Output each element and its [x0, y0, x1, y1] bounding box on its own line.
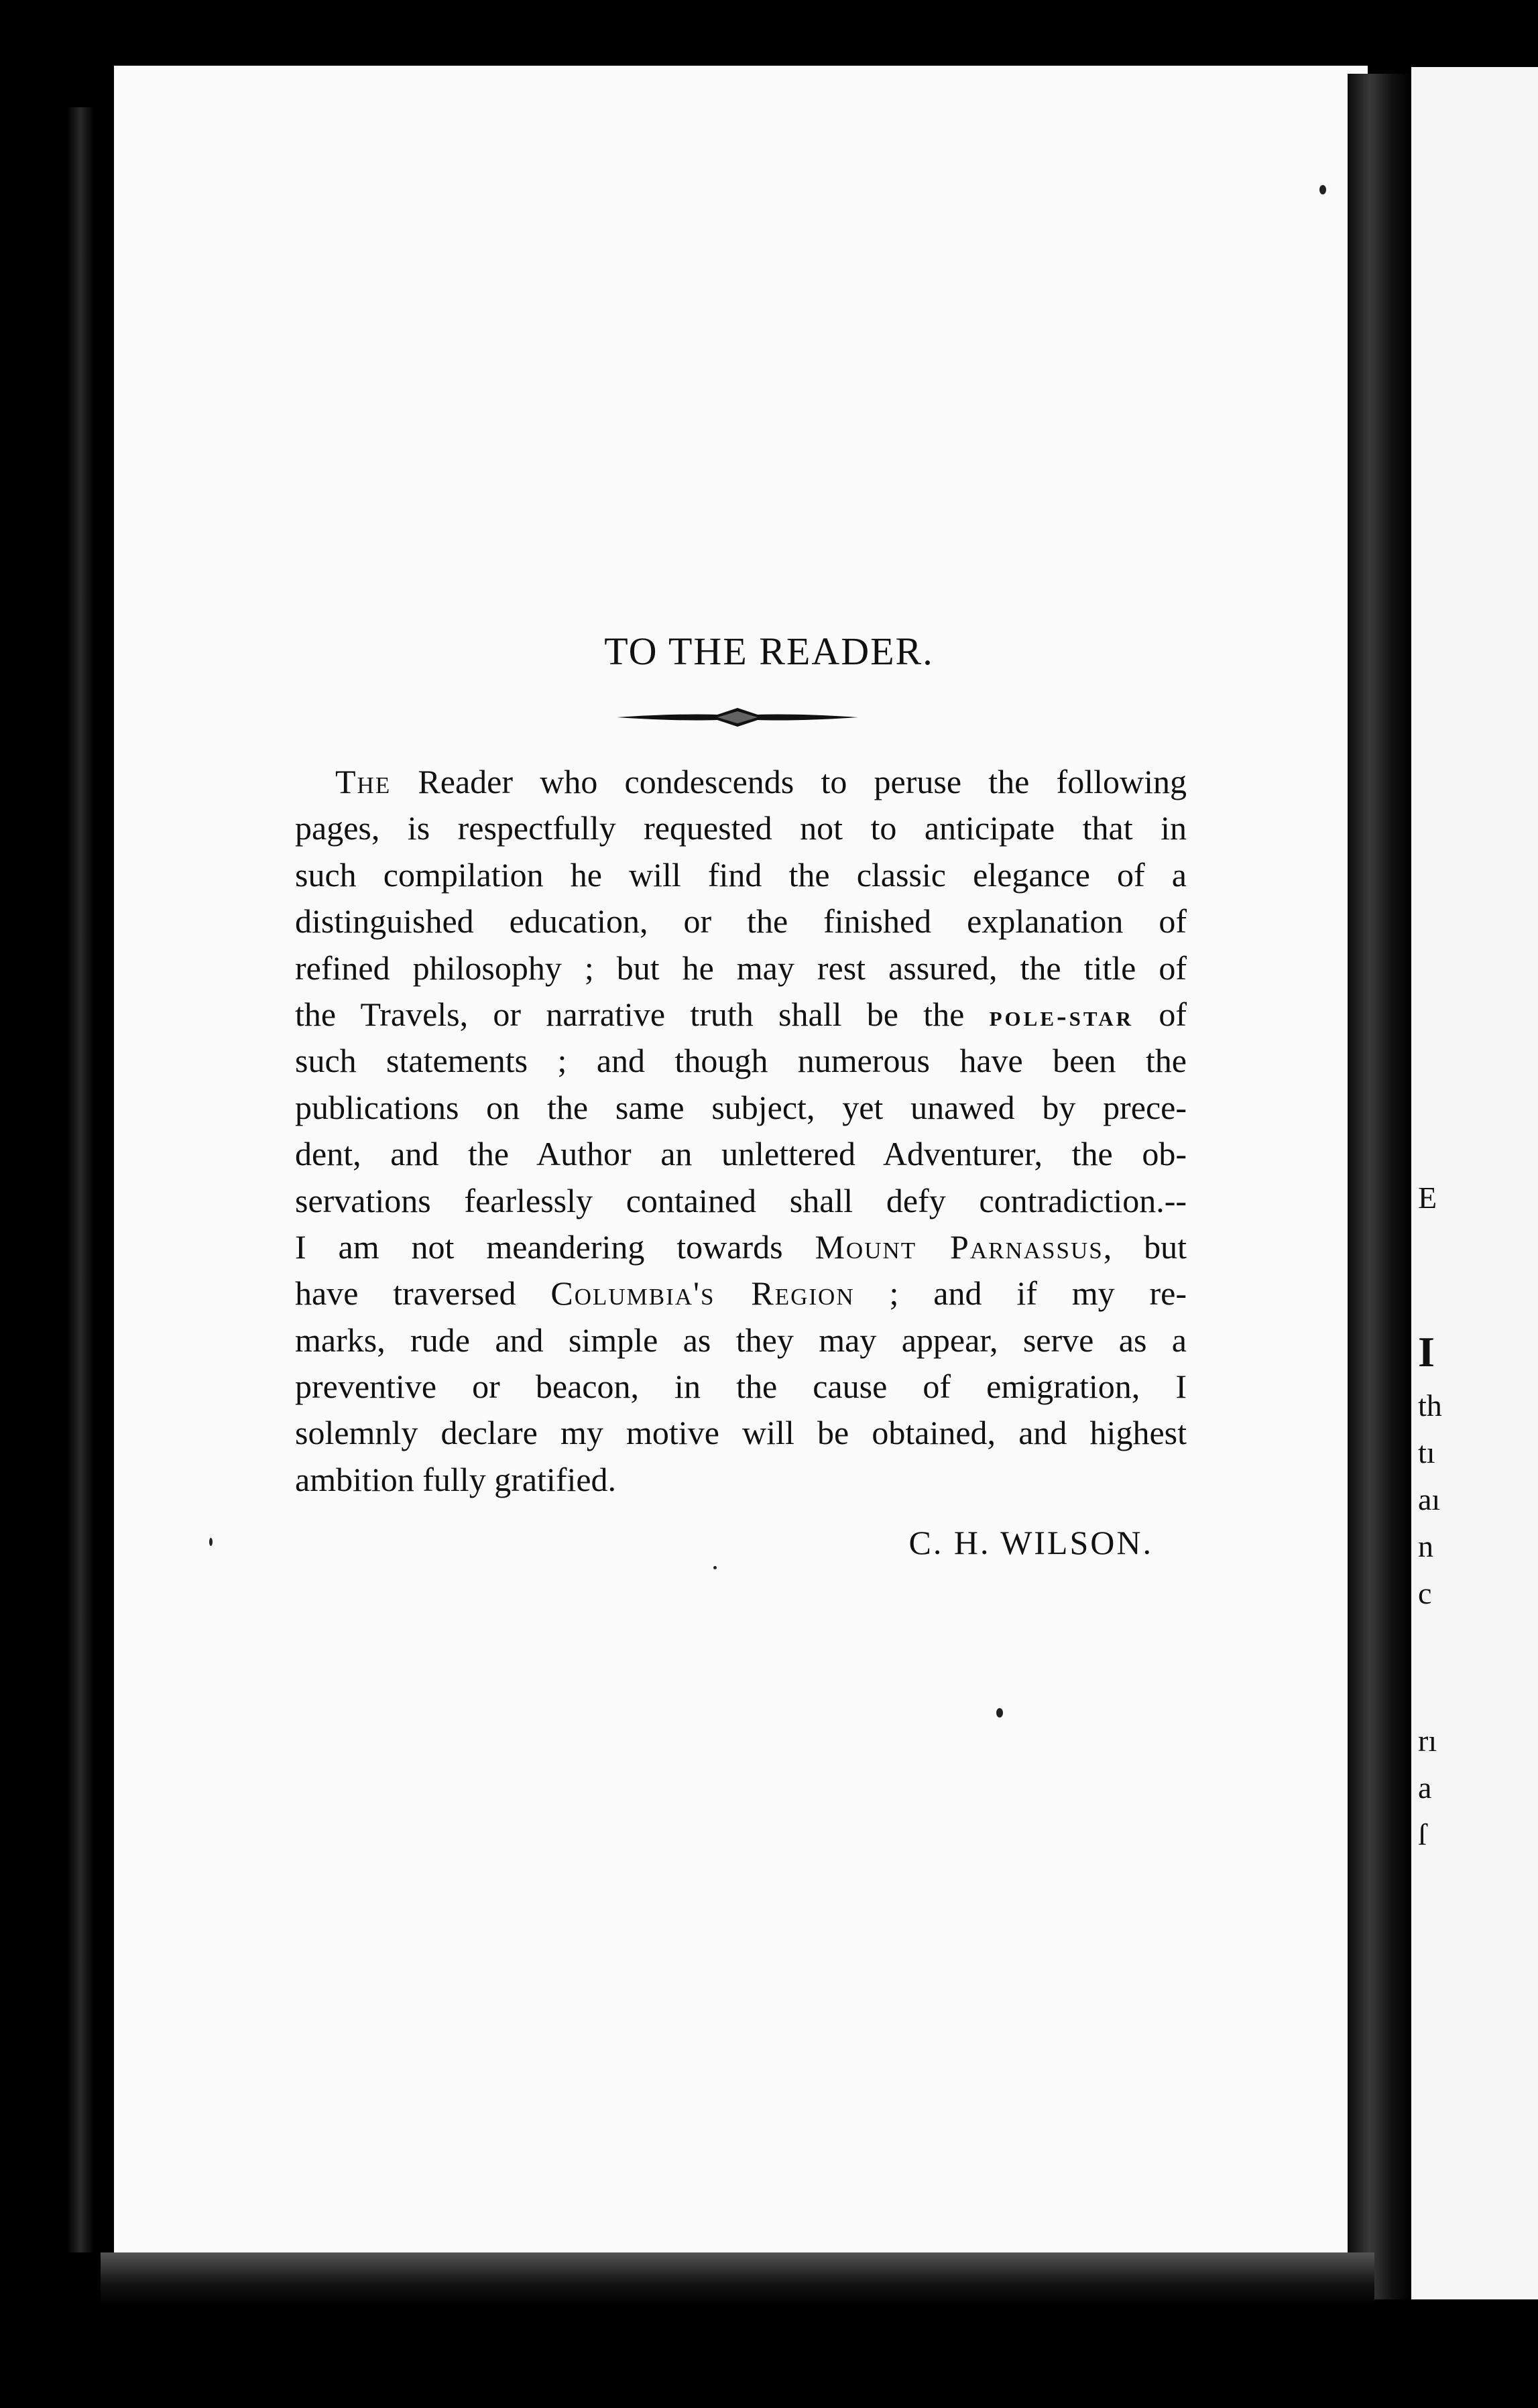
text-line: dent, and the Author an unlettered Adventurer, the ob-	[295, 1135, 1187, 1173]
text-line: The Reader who condescends to peruse the following	[335, 763, 1187, 800]
reader-address-text	[295, 759, 1187, 1503]
scan-speck	[209, 1538, 213, 1546]
facing-fragment: I	[1418, 1328, 1435, 1376]
facing-fragment: E	[1418, 1181, 1437, 1215]
text-line: pages, is respectfully requested not to anticipate that in	[295, 809, 1187, 847]
facing-fragment: aı	[1418, 1482, 1441, 1516]
scan-speck	[1319, 185, 1326, 194]
scan-speck	[996, 1708, 1003, 1718]
text-line: publications on the same subject, yet unawed by prece-	[295, 1088, 1187, 1126]
text-line: ambition fully gratified.	[295, 1460, 617, 1498]
facing-fragment: n	[1418, 1529, 1433, 1563]
ornamental-rule-icon	[617, 704, 858, 731]
facing-fragment: tı	[1418, 1435, 1435, 1469]
facing-page	[1411, 67, 1538, 2299]
text-line: solemnly declare my motive will be obtained, and highest	[295, 1414, 1187, 1452]
scan-speck	[713, 1566, 717, 1569]
text-line: marks, rude and simple as they may appear, serve as a	[295, 1321, 1187, 1359]
facing-fragment: th	[1418, 1388, 1442, 1423]
author-signature: C. H. WILSON.	[908, 1524, 1153, 1561]
facing-fragment: c	[1418, 1576, 1432, 1610]
facing-fragment: ſ	[1418, 1817, 1427, 1852]
text-line: have traversed Columbia's Region ; and if my re-	[295, 1274, 1187, 1313]
text-line: I am not meandering towards Mount Parnassus, but	[295, 1227, 1187, 1266]
scan-binding-shadow	[67, 107, 94, 2252]
text-line: the Travels, or narrative truth shall be the pole-star of	[295, 995, 1187, 1033]
page-gutter	[1348, 74, 1411, 2299]
text-line: servations fearlessly contained shall defy contradiction.--	[295, 1181, 1187, 1219]
text-line: distinguished education, or the finished explanation of	[295, 902, 1187, 941]
facing-fragment: a	[1418, 1770, 1432, 1805]
text-line: preventive or beacon, in the cause of emigration, I	[295, 1368, 1187, 1406]
text-line: such statements ; and though numerous have been the	[295, 1042, 1187, 1080]
page-title: TO THE READER.	[604, 629, 934, 673]
facing-fragment: rı	[1418, 1724, 1437, 1758]
text-line: refined philosophy ; but he may rest assured, the title of	[295, 949, 1187, 987]
page-bottom-shadow	[101, 2252, 1374, 2306]
text-line: such compilation he will find the classic elegance of a	[295, 855, 1187, 894]
